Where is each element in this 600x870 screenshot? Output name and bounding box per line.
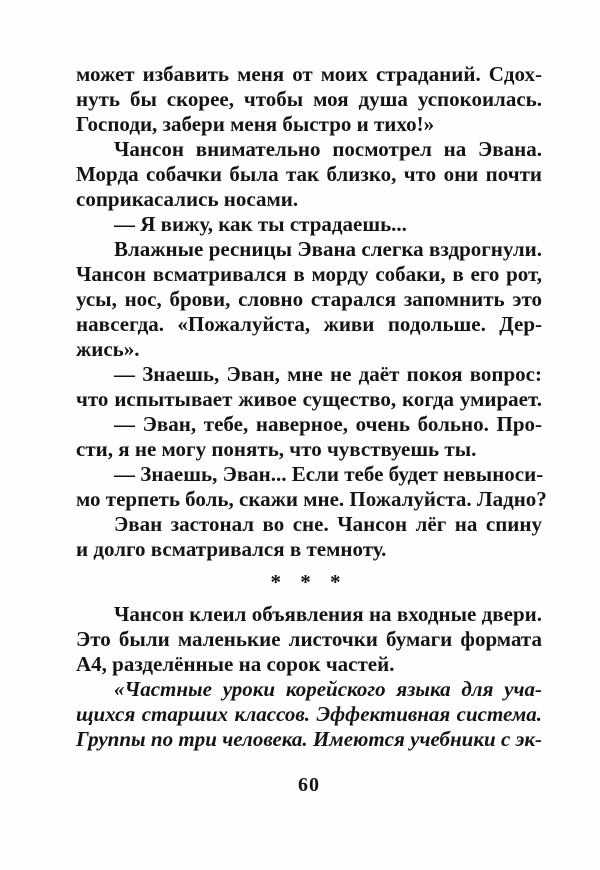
section-break: * * * (270, 570, 348, 594)
text-line: Это были маленькие листочки бумаги формата (76, 627, 542, 651)
text-line: сти, я не могу понять, что чувствуешь ты. (76, 437, 477, 461)
text-line: соприкасались носами. (76, 187, 299, 211)
text-line: щихся старших классов. Эффективная система. (76, 702, 542, 726)
text-line: жись». (76, 337, 140, 361)
paragraph (76, 512, 542, 562)
paragraph (76, 237, 542, 362)
text-line: может избавить меня от моих страданий. Сдох- (76, 62, 542, 86)
text-line: Господи, забери меня быстро и тихо!» (76, 112, 435, 136)
text-line: Эван застонал во сне. Чансон лёг на спину (114, 512, 542, 536)
paragraph (76, 212, 542, 237)
text-line: Чансон всматривался в морду собаки, в его рот, (76, 262, 542, 286)
paragraph (76, 462, 547, 512)
paragraph (76, 362, 542, 412)
text-line: — Знаешь, Эван... Если тебе будет невыноси- (114, 462, 544, 486)
text-line: Группы по три человека. Имеются учебники с эк- (76, 727, 542, 751)
text-line: — Эван, тебе, наверное, очень больно. Про- (114, 412, 542, 436)
text-line: Влажные ресницы Эвана слегка вздрогнули. (114, 237, 542, 261)
text-line: А4, разделённые на сорок частей. (76, 652, 395, 676)
text-line: усы, нос, брови, словно старался запомнить это (76, 287, 542, 311)
text-line: что испытывает живое существо, когда умирает. (76, 387, 542, 411)
text-line: мо терпеть боль, скажи мне. Пожалуйста. Ладно? (76, 487, 547, 511)
text-line: — Я вижу, как ты страдаешь... (114, 212, 407, 236)
text-line: навсегда. «Пожалуйста, живи подольше. Дер- (76, 312, 542, 336)
text-line: «Частные уроки корейского языка для уча- (114, 677, 542, 701)
text-line: — Знаешь, Эван, мне не даёт покоя вопрос: (114, 362, 542, 386)
paragraph (76, 677, 542, 752)
text-line: Чансон внимательно посмотрел на Эвана. (114, 137, 542, 161)
text-line: Чансон клеил объявления на входные двери. (114, 602, 542, 626)
text-line: Морда собачки была так близко, что они почти (76, 162, 542, 186)
paragraph (76, 602, 542, 677)
page-number: 60 (298, 774, 320, 796)
paragraph (76, 412, 542, 462)
text-line: и долго всматривался в темноту. (76, 537, 387, 561)
paragraph (76, 62, 542, 137)
page-text (76, 62, 547, 797)
text-line: нуть бы скорее, чтобы моя душа успокоилась. (76, 87, 542, 111)
paragraph (76, 137, 542, 212)
